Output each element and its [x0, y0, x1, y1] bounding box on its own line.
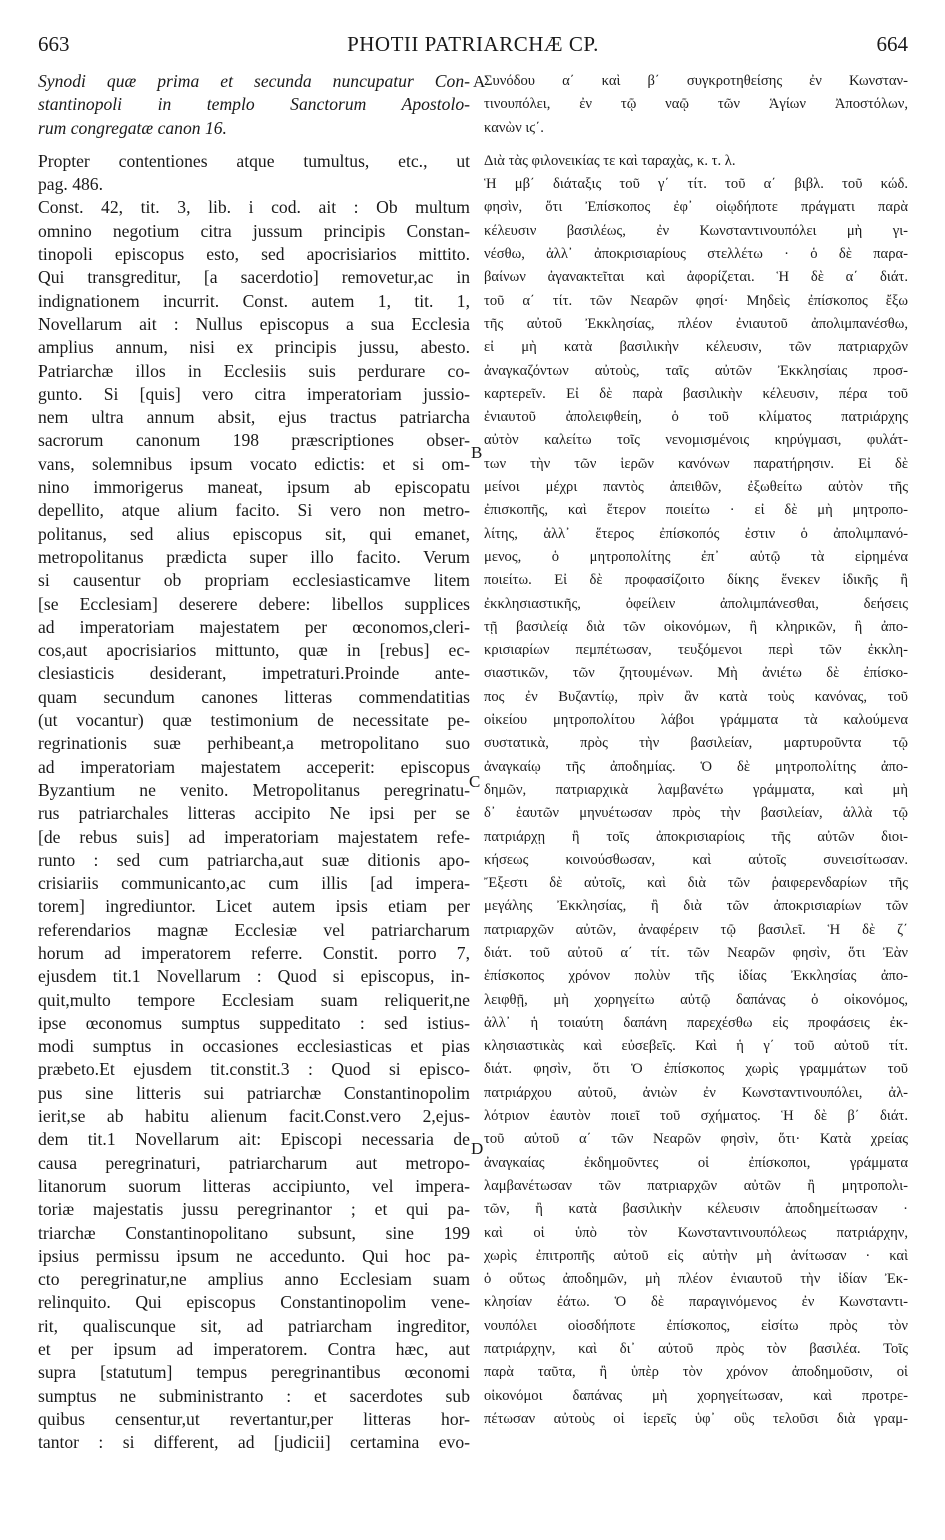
text-line: triarchæ Constantinopolitano subsunt, sine 199 [38, 1222, 470, 1243]
section-marker-a: A [473, 72, 486, 91]
text-line: πατριάρχῃ ἢ τοῖς ἀποκρισιαρίοις τῆς αὐτῶν διοι- [484, 828, 908, 845]
text-line: cos,aut apocrisiarios mittunto, quæ in [rebus] ec- [38, 640, 470, 661]
text-line: ierit,se ab habitu alienum facit.Const.vero 2,ejus- [38, 1106, 470, 1127]
text-line: metropolitanus prædicta super illo facito. Verum [38, 546, 470, 567]
text-line: Novellarum ait : Nullus episcopus a sua Ecclesia [38, 313, 470, 334]
text-line: regrinationis suæ perhibeant,a metropolitano suo [38, 733, 470, 754]
text-line: κρισιαρίων πεμπέτωσαν, τευξόμενοι περὶ τῶν ἐκκλη- [484, 642, 908, 659]
text-line: politanus, sed alius episcopus sit, qui emanet, [38, 523, 470, 544]
text-line: ipse œconomus sumptus suppeditato : sed istius- [38, 1012, 470, 1033]
text-line: si causentur ob propriam ecclesiasticamve litem [38, 570, 470, 591]
text-line: et per ipsum ad imperatorem. Contra hæc, aut [38, 1339, 470, 1360]
lemma-line: Propter contentiones atque tumultus, etc., ut [38, 150, 470, 171]
text-line: λότριον ἑαυτὸν ποιεῖ τοῦ σχήματος. Ἡ δὲ β΄ διάτ. [484, 1108, 908, 1125]
text-line: sacrorum canonum 198 præscriptiones obser- [38, 430, 470, 451]
text-line: præbeto.Et ejusdem tit.constit.3 : Quod si episco- [38, 1059, 470, 1080]
text-line: οἰκονόμοι δαπάνας μὴ χορηγείτωσαν, καὶ προτρε- [484, 1387, 908, 1404]
greek-lemma [484, 150, 908, 173]
text-line: κλησιαστικὰς καὶ εὐσεβεῖς. Καὶ ἡ γ΄ τοῦ αὐτοῦ τίτ. [484, 1038, 908, 1055]
text-line: sumptus ne subministranto : et sacerdotes sub [38, 1385, 470, 1406]
text-line: λίτης, ἀλλ᾽ ἕτερος ἐπίσκοπός ἐστιν ὁ ἀπολιμπανό- [484, 525, 908, 542]
text-line: Const. 42, tit. 3, lib. i cod. ait : Ob multum [38, 197, 470, 218]
lemma-line: pag. 486. [38, 174, 103, 195]
text-line: τῆς αὐτοῦ Ἐκκλησίας, πλέον ἐνιαυτοῦ ἀπολιμπανέσθω, [484, 315, 908, 332]
text-line: μενος, ὁ μητροπολίτης ἐπ᾽ αὐτῷ τὰ εἰρημένα [484, 548, 908, 565]
title-line: Synodi quæ prima et secunda nuncupatur Con- [38, 71, 470, 91]
section-marker-d: D [471, 1139, 484, 1158]
text-line: depellito, atque alium facito. Si vero non metro- [38, 500, 470, 521]
text-line: indignationem incurrit. Const. autem 1, tit. 1, [38, 290, 470, 311]
text-line: Qui transgreditur, [a sacerdotio] removetur,ac in [38, 267, 470, 288]
text-line: καὶ οἱ ὑπὸ τὸν Κωνσταντινουπόλεως πατριάρχην, [484, 1224, 908, 1241]
running-title: PHOTII PATRIARCHÆ CP. [347, 32, 599, 56]
text-line: κέλευσιν βασιλέως, ἐν Κωνσταντινουπόλει μὴ γι- [484, 222, 908, 239]
title-line: τινουπόλει, ἐν τῷ ναῷ τῶν Ἁγίων Ἀποστόλων, [484, 96, 908, 113]
text-line: (ut vocantur) quæ testimonium de necessitate pe- [38, 710, 470, 731]
text-line: tantor : si different, ad [judicii] certamina evo- [38, 1432, 470, 1453]
text-line: quit,multo tempore Ecclesiam suam reliquerit,ne [38, 989, 470, 1010]
text-line: νέσθω, ἀλλ᾽ ἀποκρισιαρίους στελλέτω · ὁ δὲ παρα- [484, 246, 908, 263]
text-line: βαίνων ἀγανακτεῖται καὶ ἀφορίζεται. Ἡ δὲ α΄ διάτ. [484, 269, 908, 286]
text-line: διάτ. τοῦ αὐτοῦ α΄ τίτ. τῶν Νεαρῶν φησὶν, ὅτι Ἐὰν [484, 944, 908, 961]
text-line: litanorum suorum litteras accipiunto, vel impera- [38, 1175, 470, 1196]
text-line: [de rebus suis] ad imperatoriam majestatem refe- [38, 826, 470, 847]
text-line: cto peregrinatur,ne amplius anno Ecclesiam suam [38, 1269, 470, 1290]
text-line: λειφθῇ, μὴ χορηγείτω αὐτῷ δαπάνας ὁ οἰκονόμος, [484, 991, 908, 1008]
text-line: torem] ingrediuntor. Licet autem ipsis etiam per [38, 896, 470, 917]
latin-canon-title [38, 70, 470, 140]
text-line: vans, solemnibus ipsum vocato edictis: et si om- [38, 453, 470, 474]
text-line: συστατικὰ, πρὸς τὴν βασιλείαν, μαρτυροῦντα τῷ [484, 735, 908, 752]
text-line: εἰ μὴ κατὰ βασιλικὴν κέλευσιν, τῶν πατριαρχῶν [484, 339, 908, 356]
text-line: των τὴν τῶν ἱερῶν κανόνων παρατήρησιν. Εἰ δὲ [484, 455, 908, 472]
text-line: λαμβανέτωσαν τῶν πατριαρχῶν αὐτῶν ἢ μητροπολι- [484, 1177, 908, 1194]
text-line: νουπόλει οἱοσδήποτε ἐπίσκοπος, εἰσίτω πρὸς τὸν [484, 1317, 908, 1334]
text-line: crisiariis communicanto,ac cum illis [ad impera- [38, 873, 470, 894]
text-line: horum ad imperatorem referre. Constit. porro 7, [38, 942, 470, 963]
text-line: dem tit.1 Novellarum ait: Episcopi necessaria de [38, 1129, 470, 1150]
text-line: supra [statutum] tempus peregrinantibus œconomi [38, 1362, 470, 1383]
text-line: τῇ βασιλείᾳ διὰ τῶν οἰκονόμων, ἢ κληρικῶν, ἢ ἀπο- [484, 618, 908, 635]
text-line: nem ultra annum absit, ejus tractus patriarcha [38, 407, 470, 428]
text-line: nino immorigerus maneat, ipsum ab episcopatu [38, 477, 470, 498]
text-line: ad imperatoriam majestatem acceperit: episcopus [38, 756, 470, 777]
text-line: ἐπίσκοπος χρόνον πολὺν τῆς ἰδίας Ἐκκλησίας ἀπο- [484, 968, 908, 985]
running-header [38, 32, 908, 58]
text-line: ἐπισκοπῆς, καὶ ἕτερον ποιείτω · εἰ δὲ μὴ μητροπο- [484, 502, 908, 519]
text-line: amplius annum, nisi ex principis jussu, abesto. [38, 337, 470, 358]
text-line: φησὶν, ὅτι Ἐπίσκοπος ἐφ᾽ οἱῳδήποτε πράγματι παρὰ [484, 199, 908, 216]
latin-commentary [38, 196, 470, 1454]
text-line: παρὰ ταῦτα, ἢ ὑπὲρ τὸν χρόνον ἀποδημοῦσιν, οἱ [484, 1364, 908, 1381]
text-line: ipsius permissu ipsum ne accedunto. Qui hoc pa- [38, 1245, 470, 1266]
greek-canon-title [484, 70, 908, 140]
greek-commentary [484, 173, 908, 1431]
text-line: κλησίαν ἐάτω. Ὁ δὲ παραγινόμενος ἐν Κωνσταντι- [484, 1294, 908, 1311]
text-line: runto : sed cum patriarcha,aut suæ ditionis apo- [38, 849, 470, 870]
section-marker-c: C [469, 772, 481, 791]
text-line: rit, qualiscunque sit, ad patriarcham ingreditor, [38, 1315, 470, 1336]
lemma-line: Διὰ τὰς φιλονεικίας τε καὶ ταραχὰς, κ. τ. λ. [484, 152, 736, 169]
page-number-right: 664 [876, 32, 908, 56]
text-line: κήσεως κοινούσθωσαν, καὶ αὐτοῖς συνεισίτωσαν. [484, 851, 908, 868]
title-line: Συνόδου α΄ καὶ β΄ συγκροτηθείσης ἐν Κωνσταν- [484, 73, 908, 89]
text-line: Ἔξεστι δὲ αὐτοῖς, καὶ διὰ τῶν ῥαιφερενδαρίων τῆς [484, 875, 908, 892]
text-line: οἰκείου μητροπολίτου λάβοι γράμματα τὰ καλούμενα [484, 712, 908, 729]
title-line: stantinopoli in templo Sanctorum Apostolo- [38, 94, 470, 115]
text-line: clesiasticis desiderant, impetraturi.Proinde ante- [38, 663, 470, 684]
text-line: πατριάρχην, καὶ δι᾽ αὐτοῦ πρὸς τὸν βασιλέα. Τοῖς [484, 1341, 908, 1358]
page-number-left: 663 [38, 32, 70, 56]
text-line: αὐτὸν καλείτω τοῖς νενομισμένοις κηρύγμασι, φυλάτ- [484, 432, 908, 449]
title-line: κανὼν ιϛ΄. [484, 119, 544, 136]
text-line: modi sumptus in occasiones ecclesiasticas et pias [38, 1036, 470, 1057]
text-line: μείνοι μέχρι παντὸς ἀπειθῶν, ἐξωθείτω αὐτὸν τῆς [484, 479, 908, 496]
text-line: gunto. Si [quis] vero citra imperatoriam jussio- [38, 383, 470, 404]
text-line: ejusdem tit.1 Novellarum : Quod si episcopus, in- [38, 966, 470, 987]
text-line: ἀναγκαίας ἐκδημοῦντες οἱ ἐπίσκοποι, γράμματα [484, 1154, 908, 1171]
text-line: δ᾽ ἑαυτῶν μηνυέτωσαν πρὸς τὴν βασιλείαν, ἀλλὰ τῷ [484, 805, 908, 822]
text-line: relinquito. Qui episcopus Constantinopolim vene- [38, 1292, 470, 1313]
text-line: πος ἐν Βυζαντίῳ, πρὶν ἂν κατὰ τοὺς κανόνας, τοῦ [484, 688, 908, 705]
text-line: Patriarchæ illos in Ecclesiis suis perdurare co- [38, 360, 470, 381]
text-line: χωρὶς ἐπιτροπῆς αὐτοῦ εἰς αὐτὴν μὴ ἀνίτωσαν · καὶ [484, 1247, 908, 1264]
text-line: [se Ecclesiam] deserere debere: libellos supplices [38, 593, 470, 614]
text-line: σιαστικῶν, τῶν ζητουμένων. Μὴ ἀνιέτω δὲ ἐπίσκο- [484, 665, 908, 682]
section-marker-b: B [471, 443, 483, 462]
text-line: Byzantium ne venito. Metropolitanus peregrinatu- [38, 779, 470, 800]
text-line: πατριάρχου αὐτοῦ, ἀνιὼν ἐν Κωνσταντινουπόλει, ἀλ- [484, 1084, 908, 1101]
text-line: τοῦ α΄ τίτ. τῶν Νεαρῶν φησί· Μηδεὶς ἐπίσκοπος ἔξω [484, 292, 908, 309]
text-line: μεγάλης Ἐκκλησίας, ἢ διὰ τῶν ἀποκρισιαρίων τῶν [484, 898, 908, 915]
text-line: πατριαρχῶν αὐτῶν, ἀναφέρειν τῷ βασιλεῖ. Ἡ δὲ ζ΄ [484, 921, 908, 938]
text-line: causa peregrinaturi, patriarcharum aut metropo- [38, 1152, 470, 1173]
text-line: tinopoli episcopus esto, sed apocrisiarios mittito. [38, 244, 470, 265]
text-line: Ἡ μβ΄ διάταξις τοῦ γ΄ τίτ. τοῦ α΄ βιβλ. τοῦ κώδ. [484, 176, 908, 193]
latin-lemma [38, 150, 470, 197]
text-line: quibus censentur,ut revertantur,per litteras hor- [38, 1408, 470, 1429]
text-line: ποιείτω. Εἰ δὲ προφασίζοιτο δίκης ἕνεκεν ἰδικῆς ἢ [484, 572, 908, 589]
text-line: rus patriarchales litteras accipito Ne ipsi per se [38, 803, 470, 824]
latin-column [38, 70, 470, 1455]
text-line: ἀναγκαίῳ τῆς ἀποδημίας. Ὁ δὲ μητροπολίτης ἀπο- [484, 758, 908, 775]
text-line: toriæ majestatis jussu peregrinantor ; et qui pa- [38, 1199, 470, 1220]
text-line: τῶν, ἢ κατὰ βασιλικὴν κέλευσιν ἀποδημείτωσαν · [484, 1201, 908, 1218]
text-line: omnino negotium citra jussum principis Constan- [38, 220, 470, 241]
text-line: referendarios magnæ Ecclesiæ vel patriarcharum [38, 919, 470, 940]
greek-column [484, 70, 908, 1431]
text-line: ad imperatoriam majestatem per œconomos,cleri- [38, 616, 470, 637]
text-line: πέτωσαν αὐτοὺς οἱ ἱερεῖς ὑφ᾽ οὓς τελοῦσι διὰ γραμ- [484, 1410, 908, 1427]
text-line: τοῦ αὐτοῦ α΄ τῶν Νεαρῶν φησὶν, ὅτι· Κατὰ χρείας [484, 1131, 908, 1148]
title-line: rum congregatæ canon 16. [38, 117, 227, 138]
text-line: quam secundum canones litteras commendatitias [38, 686, 470, 707]
text-line: ἀναγκαζόντων αὐτοὺς, ταῖς αὐτῶν Ἐκκλησίαις προσ- [484, 362, 908, 379]
text-line: ἐνιαυτοῦ ἀπολειφθείη, ὁ τοῦ κλίματος πατριάρχης [484, 409, 908, 426]
text-line: pus sine litteris sui patriarchæ Constantinopolim [38, 1082, 470, 1103]
text-line: δημῶν, πατριαρχικὰ λαμβανέτω γράμματα, καὶ μὴ [484, 781, 908, 798]
text-line: καρτερεῖν. Εἰ δὲ παρὰ βασιλικὴν κέλευσιν, πέρα τοῦ [484, 385, 908, 402]
text-line: ἀλλ᾽ ἡ τοιαύτη δαπάνη παρεχέσθω εἰς προφάσεις ἐκ- [484, 1014, 908, 1031]
text-line: ὁ οὕτως ἀποδημῶν, μὴ πλέον ἐνιαυτοῦ τὴν ἰδίαν Ἐκ- [484, 1271, 908, 1288]
text-line: ἐκκλησιαστικῆς, ὀφείλειν ἀπολιμπάνεσθαι, δεήσεις [484, 595, 908, 612]
text-line: διάτ. φησὶν, ὅτι Ὁ ἐπίσκοπος χωρὶς γραμμάτων τοῦ [484, 1061, 908, 1078]
